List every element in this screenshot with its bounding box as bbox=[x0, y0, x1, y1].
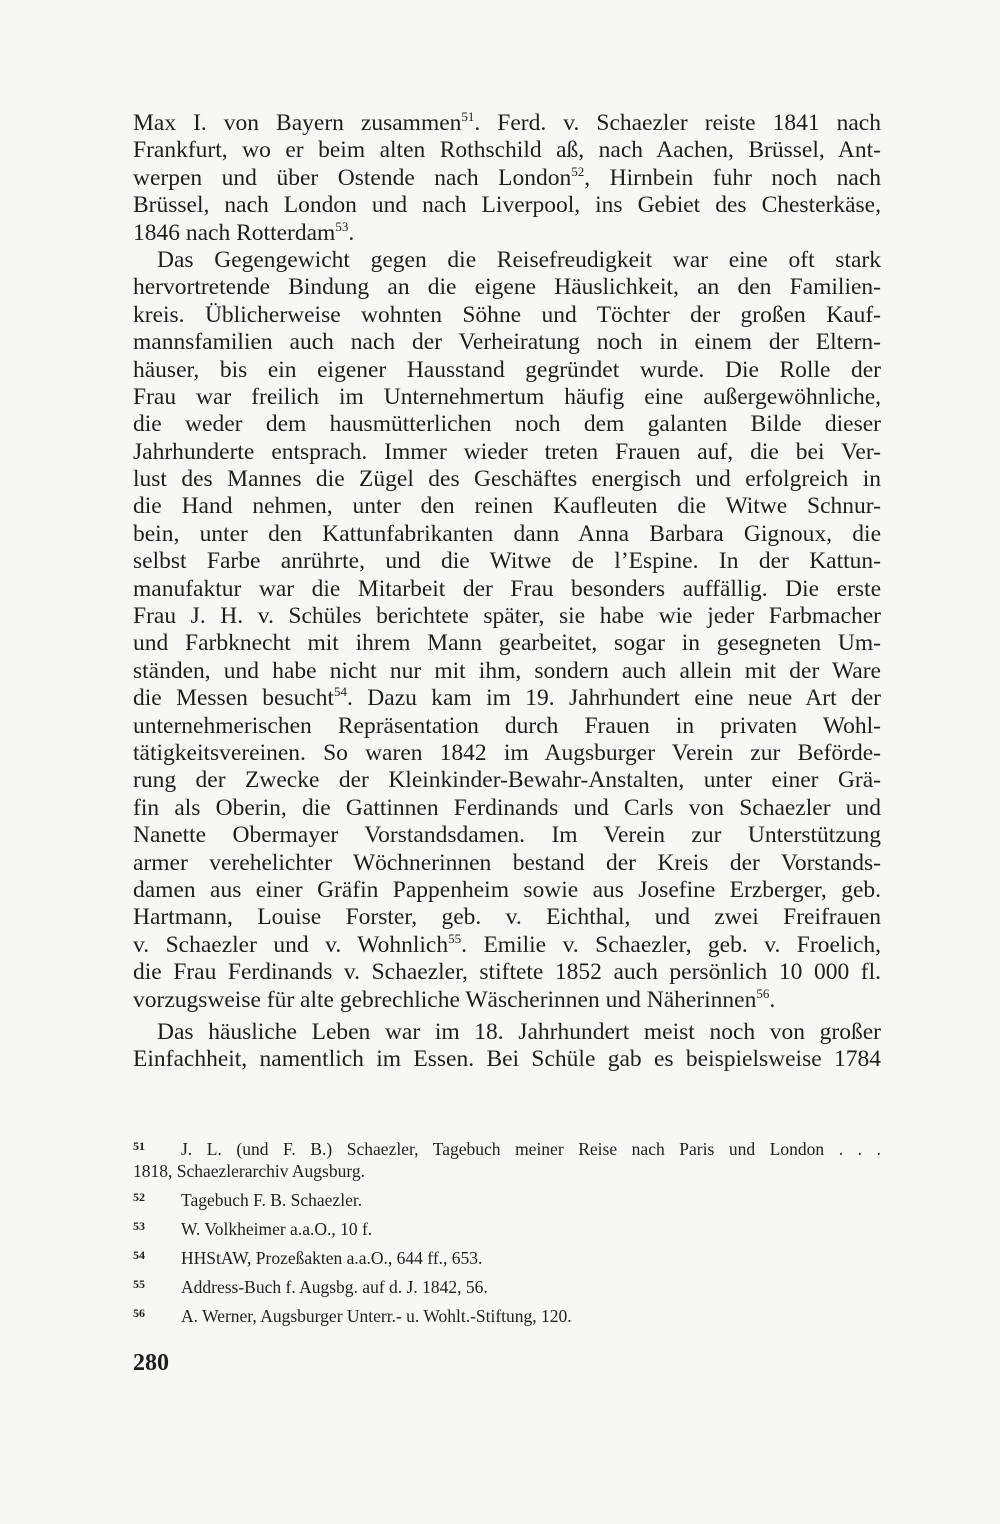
footnote-line: Address-Buch f. Augsbg. auf d. J. 1842, 56. bbox=[181, 1277, 488, 1297]
text-line bbox=[133, 987, 881, 1014]
text-segment: selbst Farbe anrührte, und die Witwe de l’Espine. In der Kattun- bbox=[133, 548, 881, 575]
footnote-ref[interactable]: 51 bbox=[461, 109, 475, 125]
footnote-number: 52 bbox=[133, 1190, 145, 1204]
text-line bbox=[133, 630, 881, 657]
text-line bbox=[133, 521, 881, 548]
text-line bbox=[133, 247, 881, 274]
footnote-ref[interactable]: 54 bbox=[334, 684, 348, 700]
text-line bbox=[133, 822, 881, 849]
text-line bbox=[133, 850, 881, 877]
text-line bbox=[133, 904, 881, 931]
footnotes bbox=[133, 1138, 881, 1334]
text-line bbox=[133, 1019, 881, 1046]
text-segment: ständen, und habe nicht nur mit ihm, sondern auch allein mit der Ware bbox=[133, 657, 881, 684]
footnote bbox=[133, 1138, 881, 1182]
text-line bbox=[133, 740, 881, 767]
text-line bbox=[133, 357, 881, 384]
text-segment: Jahrhunderte entsprach. Immer wieder treten Frauen auf, die bei Ver- bbox=[133, 438, 881, 465]
text-segment: . Emilie v. Schaezler, geb. v. Froelich, bbox=[461, 931, 881, 958]
text-segment: die weder dem hausmütterlichen noch dem galanten Bilde dieser bbox=[133, 411, 881, 438]
text-line bbox=[133, 959, 881, 986]
text-segment: Frau war freilich im Unternehmertum häufig eine außergewöhnliche, bbox=[133, 383, 881, 410]
text-segment: Hartmann, Louise Forster, geb. v. Eichthal, und zwei Freifrauen bbox=[133, 904, 881, 931]
text-segment: vorzugsweise für alte gebrechliche Wäscherinnen und Näherinnen bbox=[133, 986, 757, 1013]
text-line bbox=[133, 466, 881, 493]
text-segment: . Dazu kam im 19. Jahrhundert eine neue Art der bbox=[347, 685, 881, 712]
text-segment: tätigkeitsvereinen. So waren 1842 im Augsburger Verein zur Beförde- bbox=[133, 739, 881, 766]
footnote-line: HHStAW, Prozeßakten a.a.O., 644 ff., 653. bbox=[181, 1248, 483, 1268]
text-line bbox=[133, 493, 881, 520]
text-segment: lust des Mannes die Zügel des Geschäftes energisch und erfolgreich in bbox=[133, 466, 881, 493]
footnote-line: 1818, Schaezlerarchiv Augsburg. bbox=[133, 1161, 365, 1181]
footnote bbox=[133, 1247, 881, 1269]
text-segment: die Messen besucht bbox=[133, 685, 335, 712]
text-line bbox=[133, 795, 881, 822]
text-segment: 1846 nach Rotterdam bbox=[133, 219, 336, 246]
text-line bbox=[133, 411, 881, 438]
text-line bbox=[133, 576, 881, 603]
text-segment: Frankfurt, wo er beim alten Rothschild aß, nach Aachen, Brüssel, Ant- bbox=[133, 137, 881, 164]
text-segment: armer verehelichter Wöchnerinnen bestand der Kreis der Vorstands- bbox=[133, 849, 881, 876]
text-segment: häuser, bis ein eigener Hausstand gegründet wurde. Die Rolle der bbox=[133, 356, 881, 383]
text-segment: , Hirnbein fuhr noch nach bbox=[584, 164, 881, 191]
text-segment: Das häusliche Leben war im 18. Jahrhundert meist noch von großer bbox=[157, 1018, 881, 1045]
footnote-line: J. L. (und F. B.) Schaezler, Tagebuch meiner Reise nach Paris und London . . . bbox=[181, 1139, 881, 1159]
text-line bbox=[133, 685, 881, 712]
text-segment: Frau J. H. v. Schüles berichtete später, sie habe wie jeder Farbmacher bbox=[133, 603, 881, 630]
text-segment: mannsfamilien auch nach der Verheiratung noch in einem der Eltern- bbox=[133, 329, 881, 356]
text-segment: Brüssel, nach London und nach Liverpool, ins Gebiet des Chesterkäse, bbox=[133, 192, 881, 219]
text-line bbox=[133, 548, 881, 575]
footnote-number: 51 bbox=[133, 1139, 145, 1153]
text-segment: . bbox=[769, 986, 776, 1013]
text-line bbox=[133, 658, 881, 685]
text-line bbox=[133, 767, 881, 794]
text-segment: manufaktur war die Mitarbeit der Frau besonders auffällig. Die erste bbox=[133, 575, 881, 602]
text-line bbox=[133, 1046, 881, 1073]
text-segment: bein, unter den Kattunfabrikanten dann Anna Barbara Gignoux, die bbox=[133, 520, 881, 547]
text-segment: Einfachheit, namentlich im Essen. Bei Schüle gab es beispielsweise 1784 bbox=[133, 1046, 881, 1073]
footnote-number: 55 bbox=[133, 1277, 145, 1291]
text-segment: . bbox=[348, 219, 355, 246]
text-line bbox=[133, 192, 881, 219]
footnote-number: 53 bbox=[133, 1219, 145, 1233]
footnote-ref[interactable]: 55 bbox=[448, 930, 462, 946]
text-line bbox=[133, 110, 881, 137]
footnote-line: W. Volkheimer a.a.O., 10 f. bbox=[181, 1219, 373, 1239]
text-segment: werpen und über Ostende nach London bbox=[133, 164, 572, 191]
text-segment: hervortretende Bindung an die eigene Häuslichkeit, an den Familien- bbox=[133, 274, 881, 301]
footnote-number: 56 bbox=[133, 1306, 145, 1320]
text-segment: damen aus einer Gräfin Pappenheim sowie aus Josefine Erzberger, geb. bbox=[133, 876, 881, 903]
text-line bbox=[133, 384, 881, 411]
text-segment: unternehmerischen Repräsentation durch Frauen in privaten Wohl- bbox=[133, 712, 881, 739]
text-segment: fin als Oberin, die Gattinnen Ferdinands und Carls von Schaezler und bbox=[133, 794, 881, 821]
page-number: 280 bbox=[133, 1350, 169, 1376]
text-line bbox=[133, 329, 881, 356]
text-segment: . Ferd. v. Schaezler reiste 1841 nach bbox=[474, 110, 881, 136]
text-segment: Das Gegengewicht gegen die Reisefreudigkeit war eine oft stark bbox=[157, 246, 881, 273]
text-line bbox=[133, 274, 881, 301]
footnote bbox=[133, 1276, 881, 1298]
footnote-ref[interactable]: 56 bbox=[756, 985, 770, 1001]
footnote bbox=[133, 1305, 881, 1327]
text-segment: Max I. von Bayern zusammen bbox=[133, 110, 462, 136]
text-line bbox=[133, 713, 881, 740]
text-line bbox=[133, 137, 881, 164]
text-segment: rung der Zwecke der Kleinkinder-Bewahr-Anstalten, unter einer Grä- bbox=[133, 767, 881, 794]
footnote bbox=[133, 1218, 881, 1240]
text-line bbox=[133, 220, 881, 247]
footnote-ref[interactable]: 52 bbox=[571, 163, 585, 179]
footnote-number: 54 bbox=[133, 1248, 145, 1262]
text-line bbox=[133, 439, 881, 466]
footnote-ref[interactable]: 53 bbox=[335, 218, 349, 234]
text-segment: und Farbknecht mit ihrem Mann gearbeitet, sogar in gesegneten Um- bbox=[133, 630, 881, 657]
footnote-line: Tagebuch F. B. Schaezler. bbox=[181, 1190, 363, 1210]
text-line bbox=[133, 877, 881, 904]
footnote bbox=[133, 1189, 881, 1211]
text-segment: kreis. Üblicherweise wohnten Söhne und Töchter der großen Kauf- bbox=[133, 301, 881, 328]
text-segment: die Frau Ferdinands v. Schaezler, stiftete 1852 auch persönlich 10 000 fl. bbox=[133, 959, 881, 986]
footnote-line: A. Werner, Augsburger Unterr.- u. Wohlt.-Stiftung, 120. bbox=[181, 1306, 572, 1326]
text-segment: Nanette Obermayer Vorstandsdamen. Im Verein zur Unterstützung bbox=[133, 822, 881, 849]
text-line bbox=[133, 165, 881, 192]
text-segment: die Hand nehmen, unter den reinen Kaufleuten die Witwe Schnur- bbox=[133, 493, 881, 520]
text-line bbox=[133, 603, 881, 630]
text-line bbox=[133, 302, 881, 329]
text-segment: v. Schaezler und v. Wohnlich bbox=[133, 931, 449, 958]
text-line bbox=[133, 932, 881, 959]
body-text bbox=[133, 110, 881, 1074]
